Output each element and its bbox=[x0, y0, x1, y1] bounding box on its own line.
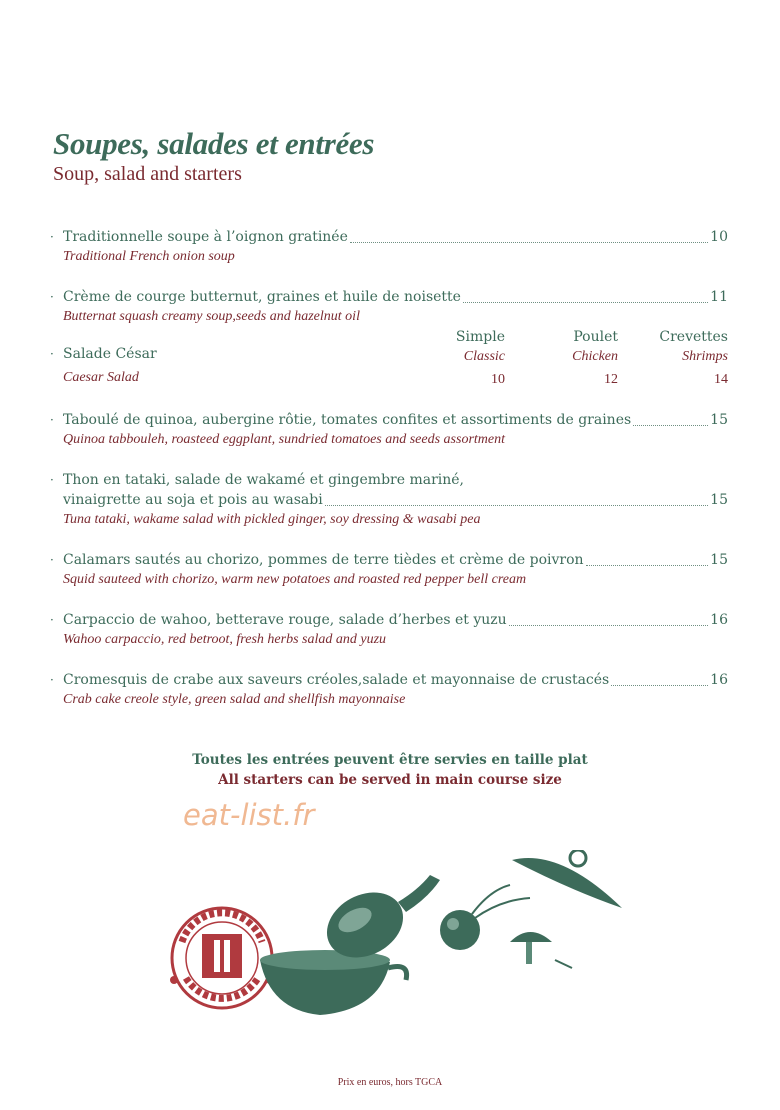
footer-note: Prix en euros, hors TGCA bbox=[337, 1077, 443, 1088]
item-name-fr: Calamars sautés au chorizo, pommes de terre tièdes et crème de poivron bbox=[63, 552, 584, 568]
dot-leader bbox=[463, 301, 708, 303]
item-name-en: Butternat squash creamy soup,seeds and hazelnut oil bbox=[63, 309, 360, 324]
item-name-en: Caesar Salad bbox=[63, 370, 139, 385]
menu-item-wahoo-carpaccio bbox=[50, 610, 728, 650]
option-name-en: Shrimps bbox=[682, 349, 728, 364]
item-price: 11 bbox=[710, 289, 728, 305]
note-french: Toutes les entrées peuvent être servies en taille plat bbox=[192, 752, 588, 768]
menu-item-onion-soup bbox=[50, 227, 728, 267]
bullet: · bbox=[50, 230, 54, 244]
menu-item-butternut-soup bbox=[50, 287, 728, 327]
item-name-en: Wahoo carpaccio, red betroot, fresh herbs salad and yuzu bbox=[63, 632, 387, 647]
option-name-fr: Poulet bbox=[573, 329, 618, 345]
item-price: 15 bbox=[710, 552, 728, 568]
option-name-en: Chicken bbox=[572, 349, 618, 364]
watermark: eat-list.fr bbox=[183, 798, 315, 832]
item-name-fr: Cromesquis de crabe aux saveurs créoles,salade et mayonnaise de crustacés bbox=[63, 672, 610, 688]
bullet: · bbox=[50, 413, 54, 427]
item-name-en: Tuna tataki, wakame salad with pickled ginger, soy dressing & wasabi pea bbox=[63, 512, 481, 527]
menu-item-caesar-salad bbox=[50, 327, 728, 391]
caesar-option-crevettes bbox=[659, 327, 728, 390]
item-price: 15 bbox=[710, 412, 728, 428]
item-price: 10 bbox=[710, 229, 728, 245]
bullet: · bbox=[50, 347, 54, 361]
item-name-fr: Thon en tataki, salade de wakamé et gingembre mariné, bbox=[63, 472, 465, 488]
option-name-en: Classic bbox=[463, 349, 505, 364]
option-price: 12 bbox=[604, 372, 618, 387]
food-illustration bbox=[160, 850, 630, 1030]
item-price: 16 bbox=[710, 672, 728, 688]
item-name-fr: Salade César bbox=[63, 346, 157, 362]
caesar-label bbox=[50, 346, 157, 362]
item-name-en: Traditional French onion soup bbox=[63, 249, 235, 264]
item-price: 16 bbox=[710, 612, 728, 628]
item-name-fr: Crème de courge butternut, graines et huile de noisette bbox=[63, 289, 461, 305]
page-subtitle: Soup, salad and starters bbox=[53, 163, 242, 185]
caesar-option-simple bbox=[456, 327, 505, 390]
option-price: 14 bbox=[714, 372, 728, 387]
page-title: Soupes, salades et entrées bbox=[53, 126, 375, 161]
menu-item-tuna-tataki bbox=[50, 470, 728, 530]
option-name-fr: Simple bbox=[455, 329, 505, 345]
item-name-fr: Traditionnelle soupe à l’oignon gratinée bbox=[63, 229, 348, 245]
restaurant-logo-icon bbox=[170, 908, 274, 1008]
menu-item-quinoa-tabbouleh bbox=[50, 410, 728, 450]
dot-leader bbox=[350, 241, 708, 243]
item-name-fr-continued: vinaigrette au soja et pois au wasabi bbox=[63, 492, 323, 508]
caesar-option-poulet bbox=[572, 327, 618, 390]
dot-leader bbox=[611, 684, 708, 686]
bullet: · bbox=[50, 473, 54, 487]
dot-leader bbox=[586, 564, 709, 566]
mushroom-icon bbox=[510, 932, 572, 968]
bullet: · bbox=[50, 673, 54, 687]
item-name-fr: Taboulé de quinoa, aubergine rôtie, tomates confites et assortiments de graines bbox=[63, 412, 632, 428]
item-price: 15 bbox=[710, 492, 728, 508]
item-name-en: Quinoa tabbouleh, roasteed eggplant, sundried tomatoes and seeds assortment bbox=[63, 432, 506, 447]
option-name-fr: Crevettes bbox=[659, 329, 728, 345]
item-name-en: Crab cake creole style, green salad and shellfish mayonnaise bbox=[63, 692, 406, 707]
bullet: · bbox=[50, 290, 54, 304]
menu-item-crab-cake bbox=[50, 670, 728, 710]
dot-leader bbox=[633, 424, 708, 426]
cloche-icon bbox=[512, 850, 622, 908]
item-name-en: Squid sauteed with chorizo, warm new potatoes and roasted red pepper bell cream bbox=[63, 572, 527, 587]
note-english: All starters can be served in main course size bbox=[218, 772, 562, 788]
bullet: · bbox=[50, 613, 54, 627]
dot-leader bbox=[325, 504, 708, 506]
item-name-fr: Carpaccio de wahoo, betterave rouge, salade d’herbes et yuzu bbox=[63, 612, 507, 628]
tureen-icon bbox=[260, 950, 407, 1015]
menu-item-squid bbox=[50, 550, 728, 590]
dot-leader bbox=[509, 624, 708, 626]
option-price: 10 bbox=[491, 372, 505, 387]
bullet: · bbox=[50, 553, 54, 567]
